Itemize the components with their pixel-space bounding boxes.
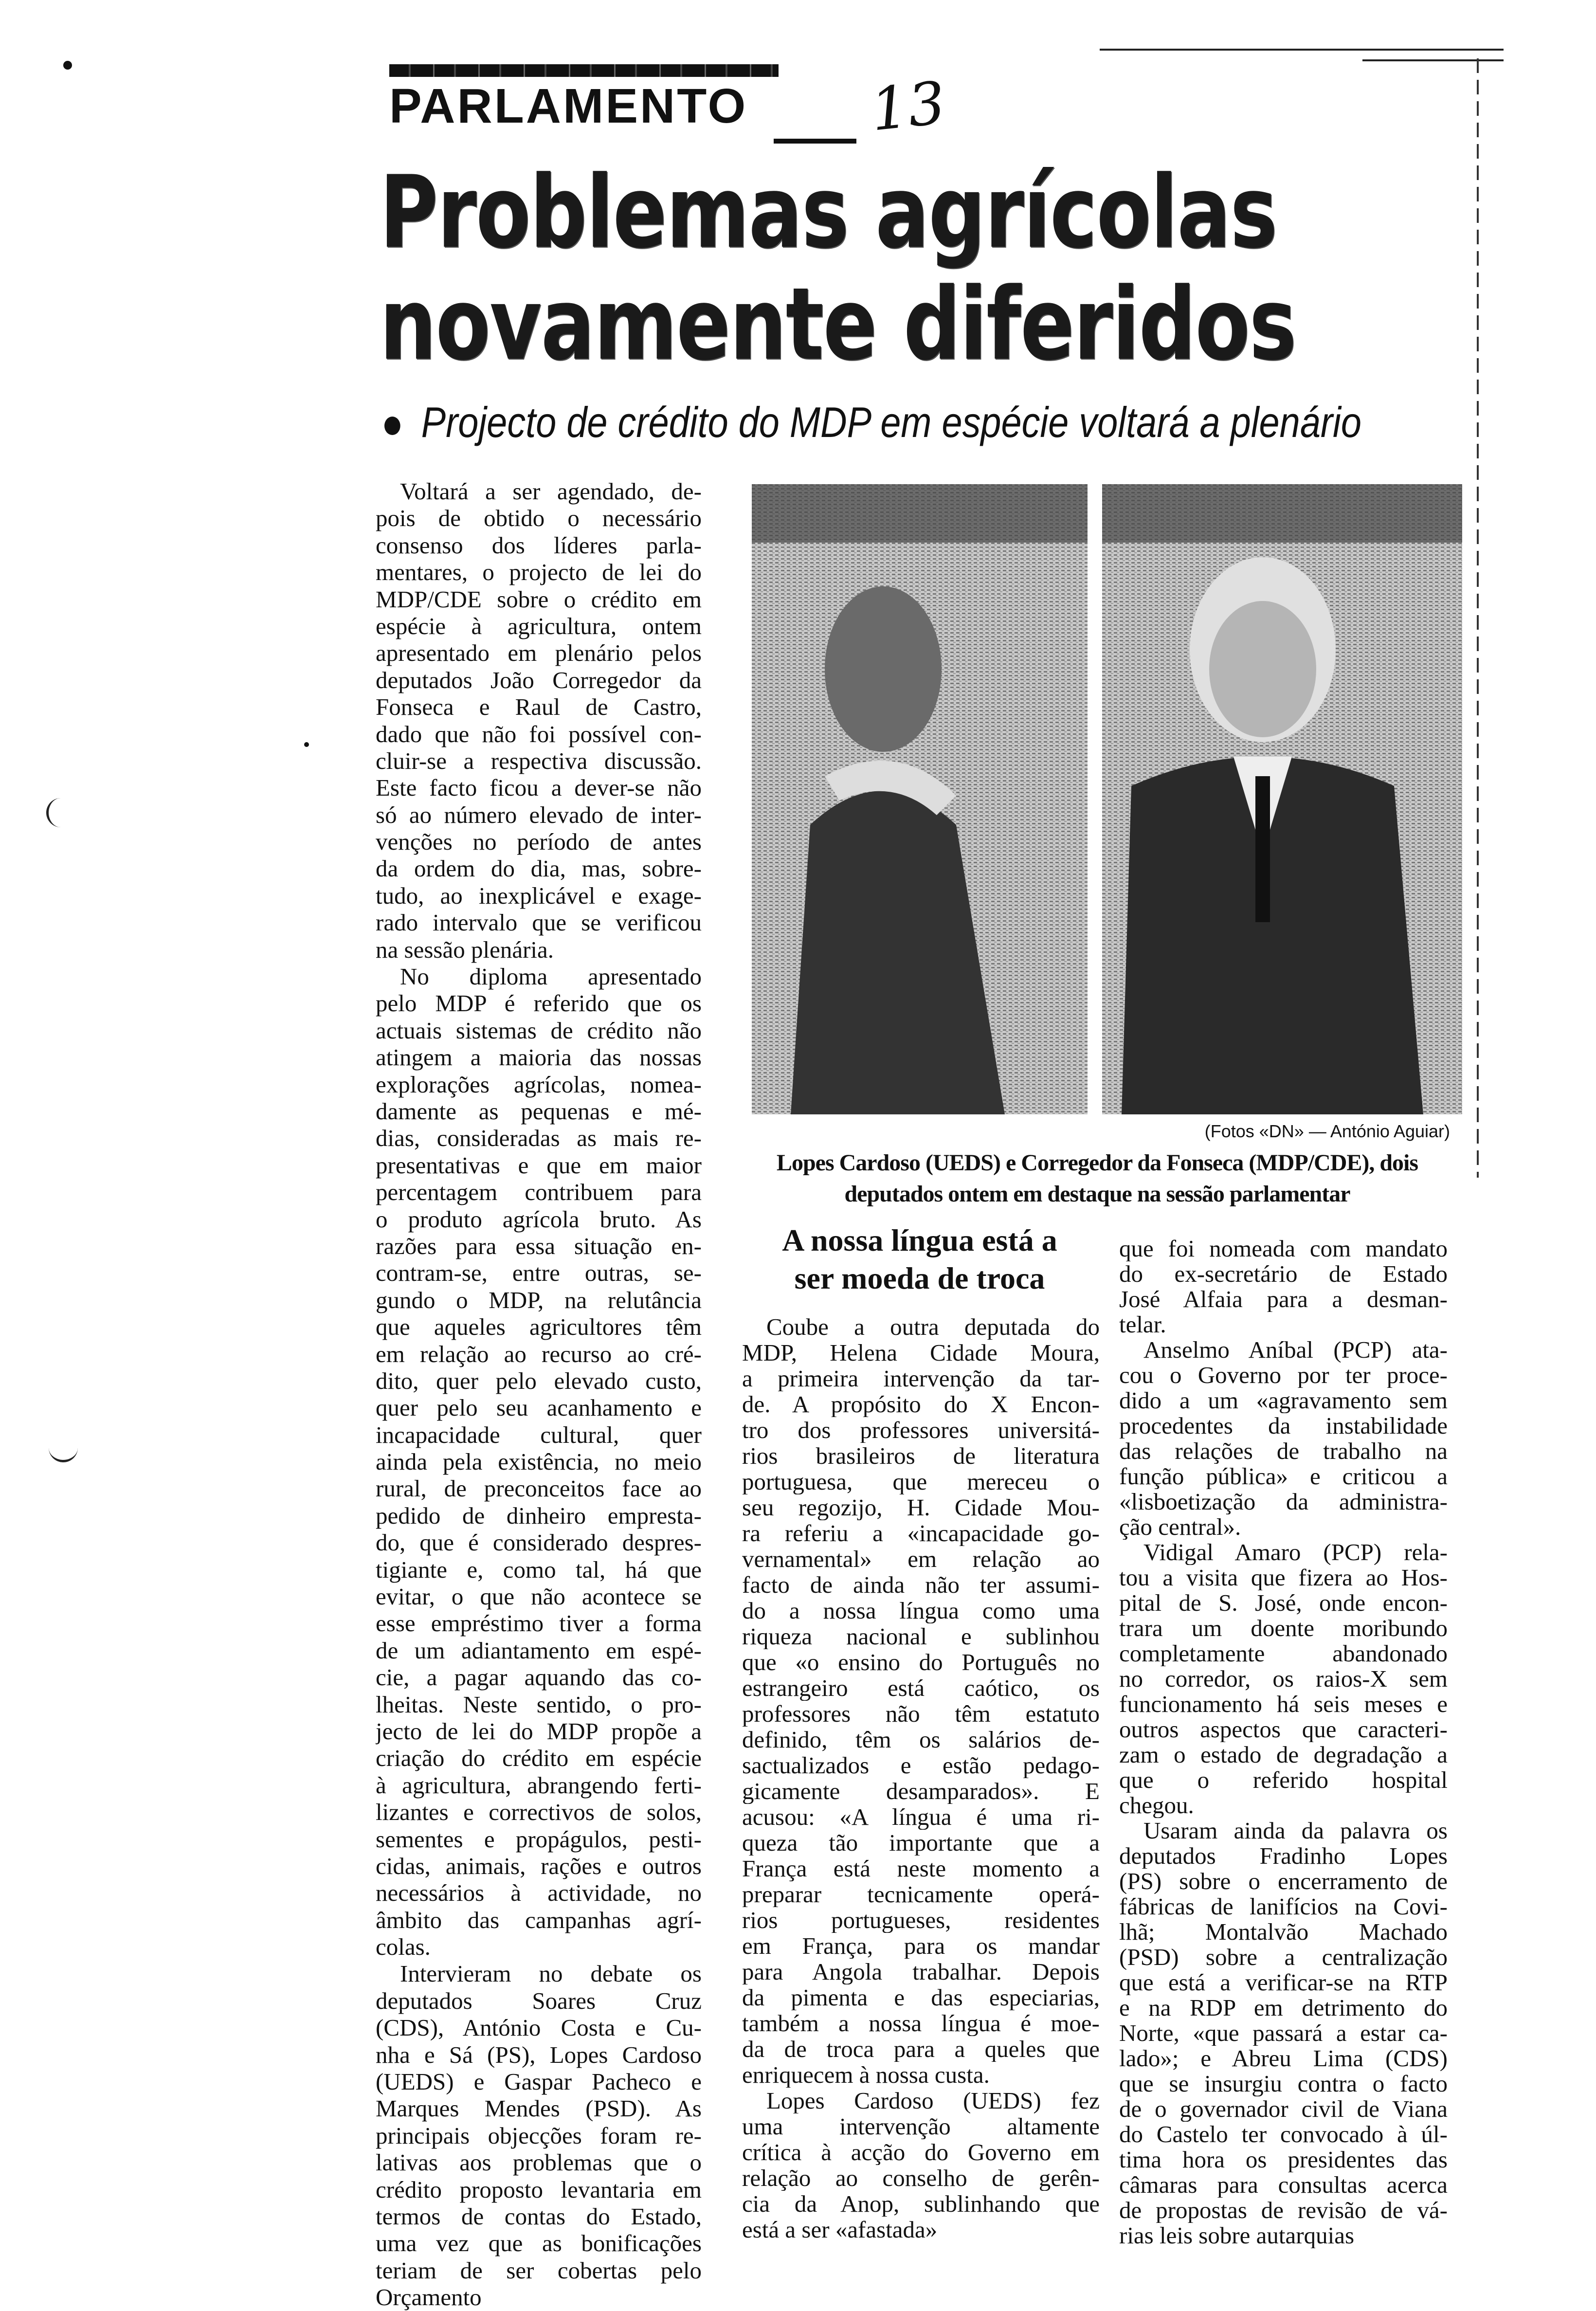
- header-bar: [389, 64, 779, 77]
- text-line: (UEDS) e Gaspar Pacheco e: [376, 2068, 702, 2095]
- text-line: tudo, ao inexplicável e exage-: [376, 882, 702, 909]
- text-line: Norte, «que passará a estar ca-: [1119, 2020, 1448, 2046]
- text-line: MDP, Helena Cidade Moura,: [742, 1340, 1100, 1365]
- handwritten-page-number: 13: [868, 69, 949, 145]
- text-line: França está neste momento a: [742, 1856, 1100, 1881]
- text-line: Fonseca e Raul de Castro,: [376, 693, 702, 721]
- text-line: Anselmo Aníbal (PCP) ata-: [1143, 1337, 1448, 1363]
- text-line: lativas aos problemas que o: [376, 2149, 702, 2176]
- text-line: deputados Fradinho Lopes: [1119, 1843, 1448, 1869]
- text-line: à agricultura, abrangendo ferti-: [376, 1771, 702, 1799]
- text-line: que «o ensino do Português no: [742, 1649, 1100, 1675]
- text-line: da de troca para a queles que: [742, 2036, 1100, 2062]
- paragraph: [1119, 1236, 1448, 1337]
- text-line: ção central».: [1119, 1514, 1241, 1540]
- text-line: do ex-secretário de Estado: [1119, 1261, 1448, 1287]
- text-line: vernamental» em relação ao: [742, 1546, 1100, 1572]
- text-line: atingem a maioria das nossas: [376, 1044, 702, 1071]
- text-line: apresentado em plenário pelos: [376, 639, 702, 667]
- text-line: a primeira intervenção da tar-: [742, 1365, 1100, 1391]
- text-line: gundo o MDP, na relutância: [376, 1286, 702, 1313]
- text-line: dias, consideradas as mais re-: [376, 1125, 702, 1152]
- headline-line-1: Problemas agrícolas: [380, 155, 1277, 271]
- text-line: que aqueles agricultores têm: [376, 1313, 702, 1341]
- text-line: (CDS), António Costa e Cu-: [376, 2014, 702, 2041]
- paragraph: [1119, 1818, 1448, 2248]
- text-line: actuais sistemas de crédito não: [376, 1017, 702, 1044]
- text-line: só ao número elevado de inter-: [376, 801, 702, 828]
- text-line: cou o Governo por ter proce-: [1119, 1363, 1448, 1388]
- text-line: acusou: «A língua é uma ri-: [742, 1804, 1100, 1830]
- text-line: deputados Soares Cruz: [376, 1987, 702, 2014]
- text-line: necessários à actividade, no: [376, 1879, 702, 1907]
- scan-mark: [49, 1440, 78, 1462]
- text-line: tou a visita que fizera ao Hos-: [1119, 1565, 1448, 1590]
- text-line: fábricas de lanifícios na Covi-: [1119, 1894, 1448, 1919]
- text-line: zam o estado de degradação a: [1119, 1742, 1448, 1767]
- text-line: nha e Sá (PS), Lopes Cardoso: [376, 2041, 702, 2068]
- text-line: das relações de trabalho na: [1119, 1438, 1448, 1464]
- text-line: da ordem do dia, mas, sobre-: [376, 855, 702, 882]
- text-line: Coube a outra deputada do: [766, 1314, 1100, 1340]
- caption-line: deputados ontem em destaque na sessão parlamentar: [844, 1181, 1350, 1207]
- text-line: também a nossa língua é moe-: [742, 2010, 1100, 2036]
- paragraph: [376, 1960, 702, 2311]
- text-line: Lopes Cardoso (UEDS) fez: [766, 2088, 1100, 2113]
- text-line: esse empréstimo tiver a forma: [376, 1610, 702, 1637]
- text-line: o produto agrícola bruto. As: [376, 1205, 702, 1233]
- text-line: crédito proposto levantaria em: [376, 2176, 702, 2203]
- text-line: pelo MDP é referido que os: [376, 990, 702, 1017]
- text-line: cluir-se a respectiva discussão.: [376, 747, 702, 774]
- text-line: está a ser «afastada»: [742, 2217, 938, 2242]
- text-line: pedido de dinheiro empresta-: [376, 1502, 702, 1529]
- article-column-2: [742, 1314, 1100, 2242]
- text-line: contram-se, entre outras, se-: [376, 1259, 702, 1287]
- text-line: de. A propósito do X Encon-: [742, 1391, 1100, 1417]
- text-line: principais objecções foram re-: [376, 2122, 702, 2149]
- text-line: função pública» e criticou a: [1119, 1464, 1448, 1489]
- text-line: definido, têm os salários de-: [742, 1727, 1100, 1752]
- text-line: câmaras para consultas acerca: [1119, 2172, 1448, 2198]
- text-line: outros aspectos que caracteri-: [1119, 1717, 1448, 1742]
- text-line: no corredor, os raios-X sem: [1119, 1666, 1448, 1692]
- text-line: mentares, o projecto de lei do: [376, 559, 702, 586]
- text-line: de propostas de revisão de vá-: [1119, 2198, 1448, 2223]
- text-line: riqueza nacional e sublinhou: [742, 1623, 1100, 1649]
- text-line: tigiante e, como tal, há que: [376, 1556, 702, 1583]
- text-line: do a nossa língua como uma: [742, 1598, 1100, 1623]
- text-line: e na RDP em detrimento do: [1119, 1995, 1448, 2020]
- caption-line: Lopes Cardoso (UEDS) e Corregedor da Fonseca (MDP/CDE), dois: [776, 1150, 1418, 1176]
- text-line: dito, quer pelo elevado custo,: [376, 1367, 702, 1394]
- text-line: Intervieram no debate os: [400, 1960, 702, 1987]
- text-line: No diploma apresentado: [400, 963, 702, 990]
- text-line: rios portugueses, residentes: [742, 1907, 1100, 1933]
- paragraph: [742, 2088, 1100, 2242]
- text-line: lhã; Montalvão Machado: [1119, 1919, 1448, 1945]
- text-line: que se insurgiu contra o facto: [1119, 2071, 1448, 2096]
- article-column-3: [1119, 1236, 1448, 2248]
- text-line: procedentes da instabilidade: [1119, 1413, 1448, 1438]
- column-2-heading: [740, 1221, 1100, 1297]
- text-line: portuguesa, que mereceu o: [742, 1469, 1100, 1494]
- text-line: consenso dos líderes parla-: [376, 531, 702, 559]
- news-photo: [752, 484, 1462, 1114]
- text-line: estrangeiro está caótico, os: [742, 1675, 1100, 1701]
- section-label: PARLAMENTO: [389, 79, 748, 133]
- bullet-icon: [384, 417, 400, 435]
- text-line: funcionamento há seis meses e: [1119, 1692, 1448, 1717]
- text-line: chegou.: [1119, 1793, 1194, 1818]
- text-line: (PS) sobre o encerramento de: [1119, 1869, 1448, 1894]
- text-line: José Alfaia para a desman-: [1119, 1287, 1448, 1312]
- text-line: em França, para os mandar: [742, 1933, 1100, 1959]
- top-rule: [1100, 49, 1504, 51]
- text-line: enriquecem à nossa custa.: [742, 2062, 990, 2088]
- text-line: Vidigal Amaro (PCP) rela-: [1143, 1540, 1448, 1565]
- text-line: «lisboetização da administra-: [1119, 1489, 1448, 1514]
- text-line: presentativas e que em maior: [376, 1151, 702, 1179]
- text-line: rural, de preconceitos face ao: [376, 1475, 702, 1502]
- paragraph: [1119, 1540, 1448, 1818]
- scan-mark: [46, 798, 63, 827]
- column-divider: [1477, 58, 1479, 1178]
- text-line: dado que não foi possível con-: [376, 720, 702, 747]
- text-line: seu regozijo, H. Cidade Mou-: [742, 1494, 1100, 1520]
- text-line: tro dos professores universitá-: [742, 1417, 1100, 1443]
- text-line: MDP/CDE sobre o crédito em: [376, 585, 702, 613]
- text-line: Orçamento: [376, 2284, 482, 2311]
- text-line: sactualizados e estão pedago-: [742, 1752, 1100, 1778]
- text-line: percentagem contribuem para: [376, 1179, 702, 1206]
- headline-line-2: novamente diferidos: [380, 267, 1296, 382]
- text-line: colas.: [376, 1933, 431, 1961]
- top-rule: [1362, 59, 1504, 61]
- text-line: cia da Anop, sublinhando que: [742, 2191, 1100, 2217]
- paragraph: [742, 1314, 1100, 2088]
- text-line: Este facto ficou a dever-se não: [376, 774, 702, 801]
- text-line: (PSD) sobre a centralização: [1119, 1945, 1448, 1970]
- text-line: que o referido hospital: [1119, 1767, 1448, 1793]
- text-line: preparar tecnicamente operá-: [742, 1881, 1100, 1907]
- text-line: em relação ao recurso ao cré-: [376, 1340, 702, 1367]
- text-line: lheitas. Neste sentido, o pro-: [376, 1691, 702, 1718]
- text-line: gicamente desamparados». E: [742, 1778, 1100, 1804]
- text-line: tima hora os presidentes das: [1119, 2147, 1448, 2172]
- subheadline: [384, 399, 1361, 446]
- text-line: relação ao conselho de gerên-: [742, 2165, 1100, 2191]
- text-line: do, que é considerado despres-: [376, 1529, 702, 1556]
- text-line: damente as pequenas e mé-: [376, 1097, 702, 1125]
- text-line: para Angola trabalhar. Depois: [742, 1959, 1100, 1984]
- text-line: crítica à acção do Governo em: [742, 2139, 1100, 2165]
- text-line: dido a um «agravamento sem: [1119, 1388, 1448, 1413]
- text-line: ra referiu a «incapacidade go-: [742, 1520, 1100, 1546]
- text-line: sementes e propágulos, pesti-: [376, 1825, 702, 1853]
- text-line: pital de S. José, onde encon-: [1119, 1590, 1448, 1616]
- text-line: cie, a pagar aquando das co-: [376, 1664, 702, 1691]
- text-line: que está a verificar-se na RTP: [1119, 1970, 1448, 1995]
- text-line: lizantes e correctivos de solos,: [376, 1799, 702, 1826]
- text-line: uma vez que as bonificações: [376, 2230, 702, 2257]
- text-line: telar.: [1119, 1312, 1166, 1337]
- text-line: evitar, o que não acontece se: [376, 1583, 702, 1610]
- text-line: criação do crédito em espécie: [376, 1745, 702, 1772]
- paragraph: [376, 478, 702, 963]
- photo-image: [752, 484, 1462, 1114]
- text-line: da pimenta e das especiarias,: [742, 1984, 1100, 2010]
- text-line: rado intervalo que se verificou: [376, 909, 702, 936]
- subheadline-text: Projecto de crédito do MDP em espécie voltará a plenário: [421, 398, 1361, 446]
- text-line: uma intervenção altamente: [742, 2113, 1100, 2139]
- text-line: rios brasileiros de literatura: [742, 1443, 1100, 1469]
- text-line: professores não têm estatuto: [742, 1701, 1100, 1727]
- text-line: deputados João Corregedor da: [376, 666, 702, 693]
- photo-credit: (Fotos «DN» — António Aguiar): [1204, 1121, 1450, 1141]
- text-line: de um adiantamento em espé-: [376, 1637, 702, 1664]
- text-line: venções no período de antes: [376, 828, 702, 855]
- text-line: na sessão plenária.: [376, 936, 554, 963]
- text-line: Marques Mendes (PSD). As: [376, 2095, 702, 2122]
- text-line: Usaram ainda da palavra os: [1143, 1818, 1448, 1843]
- text-line: de o governador civil de Viana: [1119, 2096, 1448, 2122]
- text-line: termos de contas do Estado,: [376, 2203, 702, 2230]
- text-line: incapacidade cultural, quer: [376, 1421, 702, 1448]
- text-line: trara um doente moribundo: [1119, 1616, 1448, 1641]
- text-line: cidas, animais, rações e outros: [376, 1852, 702, 1879]
- text-line: rias leis sobre autarquias: [1119, 2223, 1355, 2248]
- article-column-1: [376, 478, 702, 2311]
- paragraph: [1119, 1337, 1448, 1540]
- scan-speck: [63, 61, 72, 70]
- text-line: do Castelo ter convocado à úl-: [1119, 2122, 1448, 2147]
- text-line: lado»; e Abreu Lima (CDS): [1119, 2046, 1448, 2071]
- text-line: âmbito das campanhas agrí-: [376, 1906, 702, 1933]
- text-line: quer pelo seu acanhamento e: [376, 1394, 702, 1421]
- text-line: facto de ainda não ter assumi-: [742, 1572, 1100, 1598]
- text-line: completamente abandonado: [1119, 1641, 1448, 1666]
- text-line: espécie à agricultura, ontem: [376, 612, 702, 639]
- text-line: que foi nomeada com mandato: [1119, 1236, 1448, 1261]
- text-line: explorações agrícolas, nomea-: [376, 1071, 702, 1098]
- heading-line: A nossa língua está a: [782, 1223, 1057, 1257]
- paragraph: [376, 963, 702, 1960]
- scan-speck: [304, 742, 309, 747]
- text-line: teriam de ser cobertas pelo: [376, 2256, 702, 2284]
- text-line: Voltará a ser agendado, de-: [400, 478, 702, 505]
- text-line: pois de obtido o necessário: [376, 505, 702, 532]
- text-line: queza tão importante que a: [742, 1830, 1100, 1856]
- text-line: jecto de lei do MDP propõe a: [376, 1717, 702, 1745]
- text-line: ainda pela existência, no meio: [376, 1448, 702, 1475]
- section-underline: [774, 139, 856, 144]
- photo-caption: [740, 1147, 1455, 1210]
- heading-line: ser moeda de troca: [794, 1261, 1045, 1295]
- text-line: razões para essa situação en-: [376, 1232, 702, 1259]
